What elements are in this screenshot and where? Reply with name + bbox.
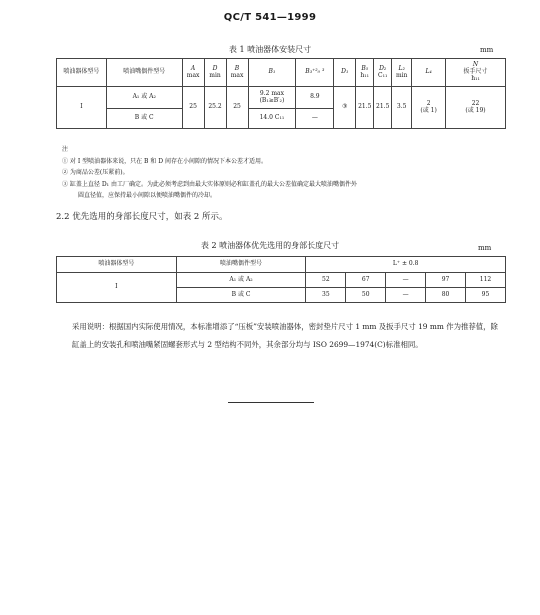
t1-header-B1: B₁ [248,59,296,87]
notes-title: 注 [62,146,69,153]
t2-b-val: 80 [426,288,466,303]
t2-header-body-type: 喷油器体型号 [57,257,177,273]
t1-header-L2: L₂ min [392,59,412,87]
t2-a-val: — [386,273,426,288]
t1-nozzle-b: B 或 C [106,109,182,129]
t1-header-nozzle-type: 喷油嘴偶件型号 [106,59,182,87]
t1-nozzle-a: A₁ 或 A₂ [106,87,182,109]
t1-D2: 21.5 [374,87,392,129]
t1-header-A: A max [182,59,204,87]
t1-header-N: N 扳手尺寸 h₁₁ [446,59,506,87]
table1 [56,58,506,129]
t1-B1-b: 14.0 C₁₁ [248,109,296,129]
t2-a-val: 112 [466,273,506,288]
adoption-explanation: 采用说明：根据国内实际使用情况，本标准增添了“压板”安装喷油器体，密封垫片尺寸 1 mm 及扳手尺寸 19 mm 作为推荐值，除缸盖上的安装孔和喷油嘴紧固螺套形式与 2 型结构不同外，其余部分均与 ISO 2699—1974(C)标准相同。 [72,322,498,349]
t1-B3-a: 8.9 [296,87,334,109]
t1-A: 25 [182,87,204,129]
end-rule [228,402,314,403]
note-1: ① 对 I 型喷油器体来说，只在 B 和 D 间存在小间隙的情况下本公差才适用。 [62,157,267,165]
t1-B1-a: 9.2 max (B₁≥B′₂) [248,87,296,109]
t1-B: 25 [226,87,248,129]
t2-b-val: 35 [306,288,346,303]
t1-header-D1: D₁ [334,59,356,87]
table1-notes [62,144,502,202]
t2-header-nozzle-type: 喷油嘴偶件型号 [176,257,306,273]
t1-header-B5: B₅ h₁₁ [356,59,374,87]
t2-b-val: — [386,288,426,303]
t1-header-D: D min [204,59,226,87]
standard-number: QC/T 541—1999 [223,12,317,23]
t1-header-B: B max [226,59,248,87]
t1-N: 22 (或 19) [446,87,506,129]
t1-header-B3: B₃⁺²₀ ³ [296,59,334,87]
table2-caption: 表 2 喷油器体优先选用的身部长度尺寸 [200,241,340,250]
t1-header-body-type: 喷油器体型号 [57,59,107,87]
t1-L4: 2 (或 1) [412,87,446,129]
t2-a-val: 67 [346,273,386,288]
t2-nozzle-b: B 或 C [176,288,306,303]
t2-header-L: L⁺ ± 0.8 [306,257,506,273]
t2-b-val: 50 [346,288,386,303]
t2-nozzle-a: A₁ 或 A₂ [176,273,306,288]
note-3: ③ 缸盖上直径 D₁ 由工厂确定。为此必须考虑到由最大实体原则必和缸盖孔的最大公差值确定最大喷油嘴偶件外 [62,180,357,188]
table2 [56,256,506,303]
t2-b-val: 95 [466,288,506,303]
t1-header-D2: D₂ C₁₁ [374,59,392,87]
t1-body-type: I [57,87,107,129]
t1-D1: ③ [334,87,356,129]
t1-D: 25.2 [204,87,226,129]
t1-B5: 21.5 [356,87,374,129]
t1-header-L4: L₄ [412,59,446,87]
section-2-2: 2.2 优先选用的身部长度尺寸，如表 2 所示。 [56,212,228,222]
table1-caption: 表 1 喷油器体安装尺寸 [228,45,312,54]
table2-unit: mm [478,244,492,252]
note-2: ② 为商品公差(压紧前)。 [62,169,129,176]
table1-unit: mm [480,46,494,54]
t2-a-val: 52 [306,273,346,288]
t2-body-type: I [57,273,177,303]
note-3-cont: 圆直径值，应保持最小间隙以便喷油嘴偶件的冷却。 [78,192,217,199]
t1-B3-b: — [296,109,334,129]
t2-a-val: 97 [426,273,466,288]
t1-L2: 3.5 [392,87,412,129]
